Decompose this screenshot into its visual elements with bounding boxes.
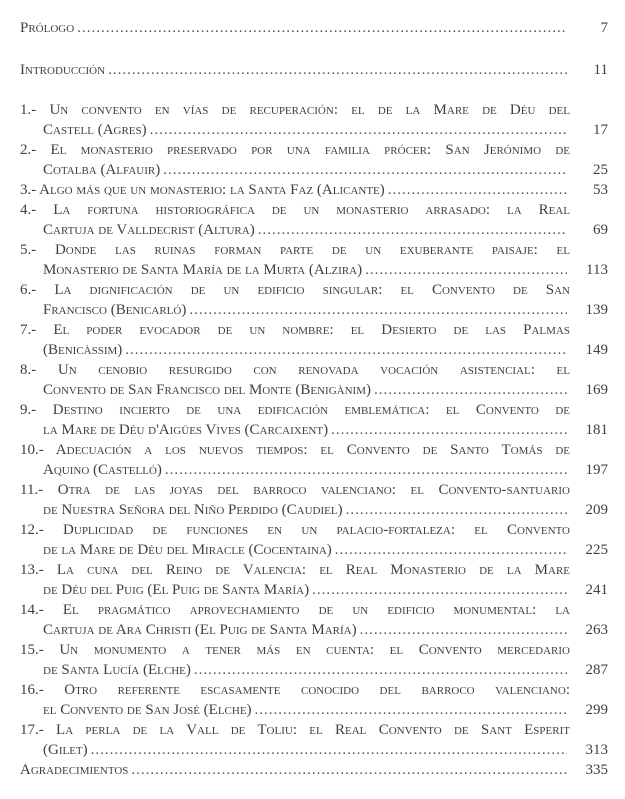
toc-entry[interactable] — [20, 360, 608, 400]
toc-entry-line — [20, 460, 570, 480]
toc-entry-title — [20, 200, 570, 240]
dot-leader — [108, 60, 567, 80]
toc-entry-text: Prólogo — [20, 20, 75, 36]
toc-entry-title — [20, 440, 570, 480]
toc-entry-text: 11.- Otra de las joyas del barroco valenciano: el Convento-santuario — [20, 482, 570, 498]
toc-entry[interactable] — [20, 760, 608, 780]
dot-leader — [331, 420, 567, 440]
toc-entry-title — [20, 320, 570, 360]
toc-entry[interactable] — [20, 680, 608, 720]
page-number: 181 — [585, 422, 608, 438]
toc-entry-text: 3.- Algo más que un monasterio: la Santa Faz (Alicante) — [20, 182, 385, 198]
toc-entry-line — [20, 60, 570, 80]
toc-entry[interactable] — [20, 240, 608, 280]
toc-entry-text: 9.- Destino incierto de una edificación emblemática: el Convento de — [20, 402, 570, 418]
toc-entry-text: (Gilet) — [43, 742, 88, 758]
toc-entry-line — [20, 580, 570, 600]
toc-entry[interactable] — [20, 100, 608, 140]
toc-entry-line — [20, 620, 570, 640]
toc-entry[interactable] — [20, 400, 608, 440]
page-number: 25 — [593, 162, 608, 178]
page-number: 7 — [600, 20, 608, 36]
toc-entry-line — [20, 220, 570, 240]
dot-leader — [194, 660, 567, 680]
toc-entry[interactable] — [20, 600, 608, 640]
toc-entry-title — [20, 680, 570, 720]
toc-entry[interactable] — [20, 440, 608, 480]
toc-entry-line — [20, 120, 570, 140]
toc-entry-title — [20, 560, 570, 600]
toc-entry-line — [20, 300, 570, 320]
toc-entry-text: 4.- La fortuna historiográfica de un monasterio arrasado: la Real — [20, 202, 570, 218]
toc-entry-title — [20, 140, 570, 180]
page-number: 53 — [593, 182, 608, 198]
dot-leader — [189, 300, 567, 320]
dot-leader — [163, 160, 567, 180]
toc-entry-line — [20, 180, 570, 200]
dot-leader — [388, 180, 567, 200]
toc-entry-text: Francisco (Benicarló) — [43, 302, 187, 318]
toc-entry[interactable] — [20, 480, 608, 520]
toc-entry-title — [20, 360, 570, 400]
toc-entry[interactable] — [20, 18, 608, 38]
toc-entry-text: 17.- La perla de la Vall de Toliu: el Real Convento de Sant Esperit — [20, 722, 570, 738]
toc-entry-line — [20, 540, 570, 560]
page-number: 335 — [585, 762, 608, 778]
dot-leader — [335, 540, 567, 560]
toc-entry-text: 13.- La cuna del Reino de Valencia: el Real Monasterio de la Mare — [20, 562, 570, 578]
page-number: 139 — [585, 302, 608, 318]
toc-entry[interactable] — [20, 200, 608, 240]
toc-entry[interactable] — [20, 320, 608, 360]
toc-entry-text: (Benicàssim) — [43, 342, 123, 358]
page-number: 241 — [585, 582, 608, 598]
toc-entry-title — [20, 100, 570, 140]
toc-entry-text: 8.- Un cenobio resurgido con renovada vocación asistencial: el — [20, 362, 570, 378]
toc-entry-text: 5.- Donde las ruinas forman parte de un exuberante paisaje: el — [20, 242, 570, 258]
page-number: 197 — [585, 462, 608, 478]
toc-entry-title — [20, 760, 570, 780]
toc-entry-title — [20, 480, 570, 520]
page-number: 299 — [585, 702, 608, 718]
page-number: 169 — [585, 382, 608, 398]
toc-entry-text: 10.- Adecuación a los nuevos tiempos: el Convento de Santo Tomás de — [20, 442, 570, 458]
dot-leader — [165, 460, 567, 480]
page-number: 287 — [585, 662, 608, 678]
dot-leader — [150, 120, 567, 140]
toc-entry-text: la Mare de Déu d'Aigües Vives (Carcaixent) — [43, 422, 329, 438]
toc-entry-title — [20, 18, 570, 38]
toc-entry-title — [20, 60, 570, 80]
toc-entry-text: Cartuja de Valldecrist (Altura) — [43, 222, 255, 238]
dot-leader — [365, 260, 567, 280]
toc-entry-line — [20, 420, 570, 440]
dot-leader — [258, 220, 567, 240]
toc-entry-line — [20, 18, 570, 38]
toc-entry-title — [20, 720, 570, 760]
toc-entry-text: Agradecimientos — [20, 762, 129, 778]
toc-entry[interactable] — [20, 560, 608, 600]
toc-entry-text: 7.- El poder evocador de un nombre: el Desierto de las Palmas — [20, 322, 570, 338]
page-number: 11 — [593, 62, 608, 78]
page-number: 69 — [593, 222, 608, 238]
page-number: 209 — [585, 502, 608, 518]
toc-entry-text: de la Mare de Déu del Miracle (Cocentaina) — [43, 542, 332, 558]
dot-leader — [346, 500, 567, 520]
toc-entry-text: de Santa Lucía (Elche) — [43, 662, 191, 678]
toc-entry-line — [20, 760, 570, 780]
toc-entry-text: de Déu del Puig (El Puig de Santa María) — [43, 582, 310, 598]
toc-entry-text: 15.- Un monumento a tener más en cuenta: el Convento mercedario — [20, 642, 570, 658]
toc-entry[interactable] — [20, 520, 608, 560]
toc-entry-title — [20, 400, 570, 440]
toc-entry-text: de Nuestra Señora del Niño Perdido (Caudiel) — [43, 502, 343, 518]
toc-entry-text: Aquino (Castelló) — [43, 462, 162, 478]
toc-entry[interactable] — [20, 280, 608, 320]
toc-entry-title — [20, 180, 570, 200]
page-number: 113 — [586, 262, 608, 278]
toc-entry-line — [20, 500, 570, 520]
toc-entry-text: 16.- Otro referente escasamente conocido del barroco valenciano: — [20, 682, 570, 698]
toc-entry[interactable] — [20, 140, 608, 180]
toc-entry-line — [20, 160, 570, 180]
toc-entry-line — [20, 740, 570, 760]
toc-entry[interactable] — [20, 640, 608, 680]
toc-entry-text: el Convento de San José (Elche) — [43, 702, 252, 718]
page-number: 149 — [585, 342, 608, 358]
toc-entry-text: 12.- Duplicidad de funciones en un palacio-fortaleza: el Convento — [20, 522, 570, 538]
page-number: 225 — [585, 542, 608, 558]
toc-entry[interactable] — [20, 60, 608, 80]
page-number: 17 — [593, 122, 608, 138]
toc-entry-title — [20, 600, 570, 640]
toc-entry-text: Introducción — [20, 62, 106, 78]
page-number: 263 — [585, 622, 608, 638]
dot-leader — [360, 620, 567, 640]
toc-entry-text: 6.- La dignificación de un edificio singular: el Convento de San — [20, 282, 570, 298]
toc-entry-title — [20, 640, 570, 680]
toc-entry-line — [20, 660, 570, 680]
dot-leader — [374, 380, 567, 400]
toc-entry-text: 2.- El monasterio preservado por una familia prócer: San Jerónimo de — [20, 142, 570, 158]
toc-entry-text: Cartuja de Ara Christi (El Puig de Santa María) — [43, 622, 357, 638]
dot-leader — [131, 760, 567, 780]
dot-leader — [312, 580, 567, 600]
toc-entry-line — [20, 700, 570, 720]
toc-entry-text: Cotalba (Alfauir) — [43, 162, 161, 178]
dot-leader — [91, 740, 567, 760]
toc-entry-line — [20, 380, 570, 400]
dot-leader — [77, 18, 567, 38]
page-number: 313 — [585, 742, 608, 758]
toc-entry-title — [20, 520, 570, 560]
toc-entry-line — [20, 260, 570, 280]
toc-entry[interactable] — [20, 180, 608, 200]
toc-entry-title — [20, 280, 570, 320]
toc-entry-text: 14.- El pragmático aprovechamiento de un edificio monumental: la — [20, 602, 570, 618]
toc-entry-text: Castell (Agres) — [43, 122, 147, 138]
toc-entry[interactable] — [20, 720, 608, 760]
toc-entry-line — [20, 340, 570, 360]
toc-entry-text: 1.- Un convento en vías de recuperación: el de la Mare de Déu del — [20, 102, 570, 118]
toc-entry-text: Convento de San Francisco del Monte (Benigànim) — [43, 382, 371, 398]
toc-entry-title — [20, 240, 570, 280]
dot-leader — [255, 700, 567, 720]
dot-leader — [125, 340, 567, 360]
toc-entry-text: Monasterio de Santa María de la Murta (Alzira) — [43, 262, 363, 278]
